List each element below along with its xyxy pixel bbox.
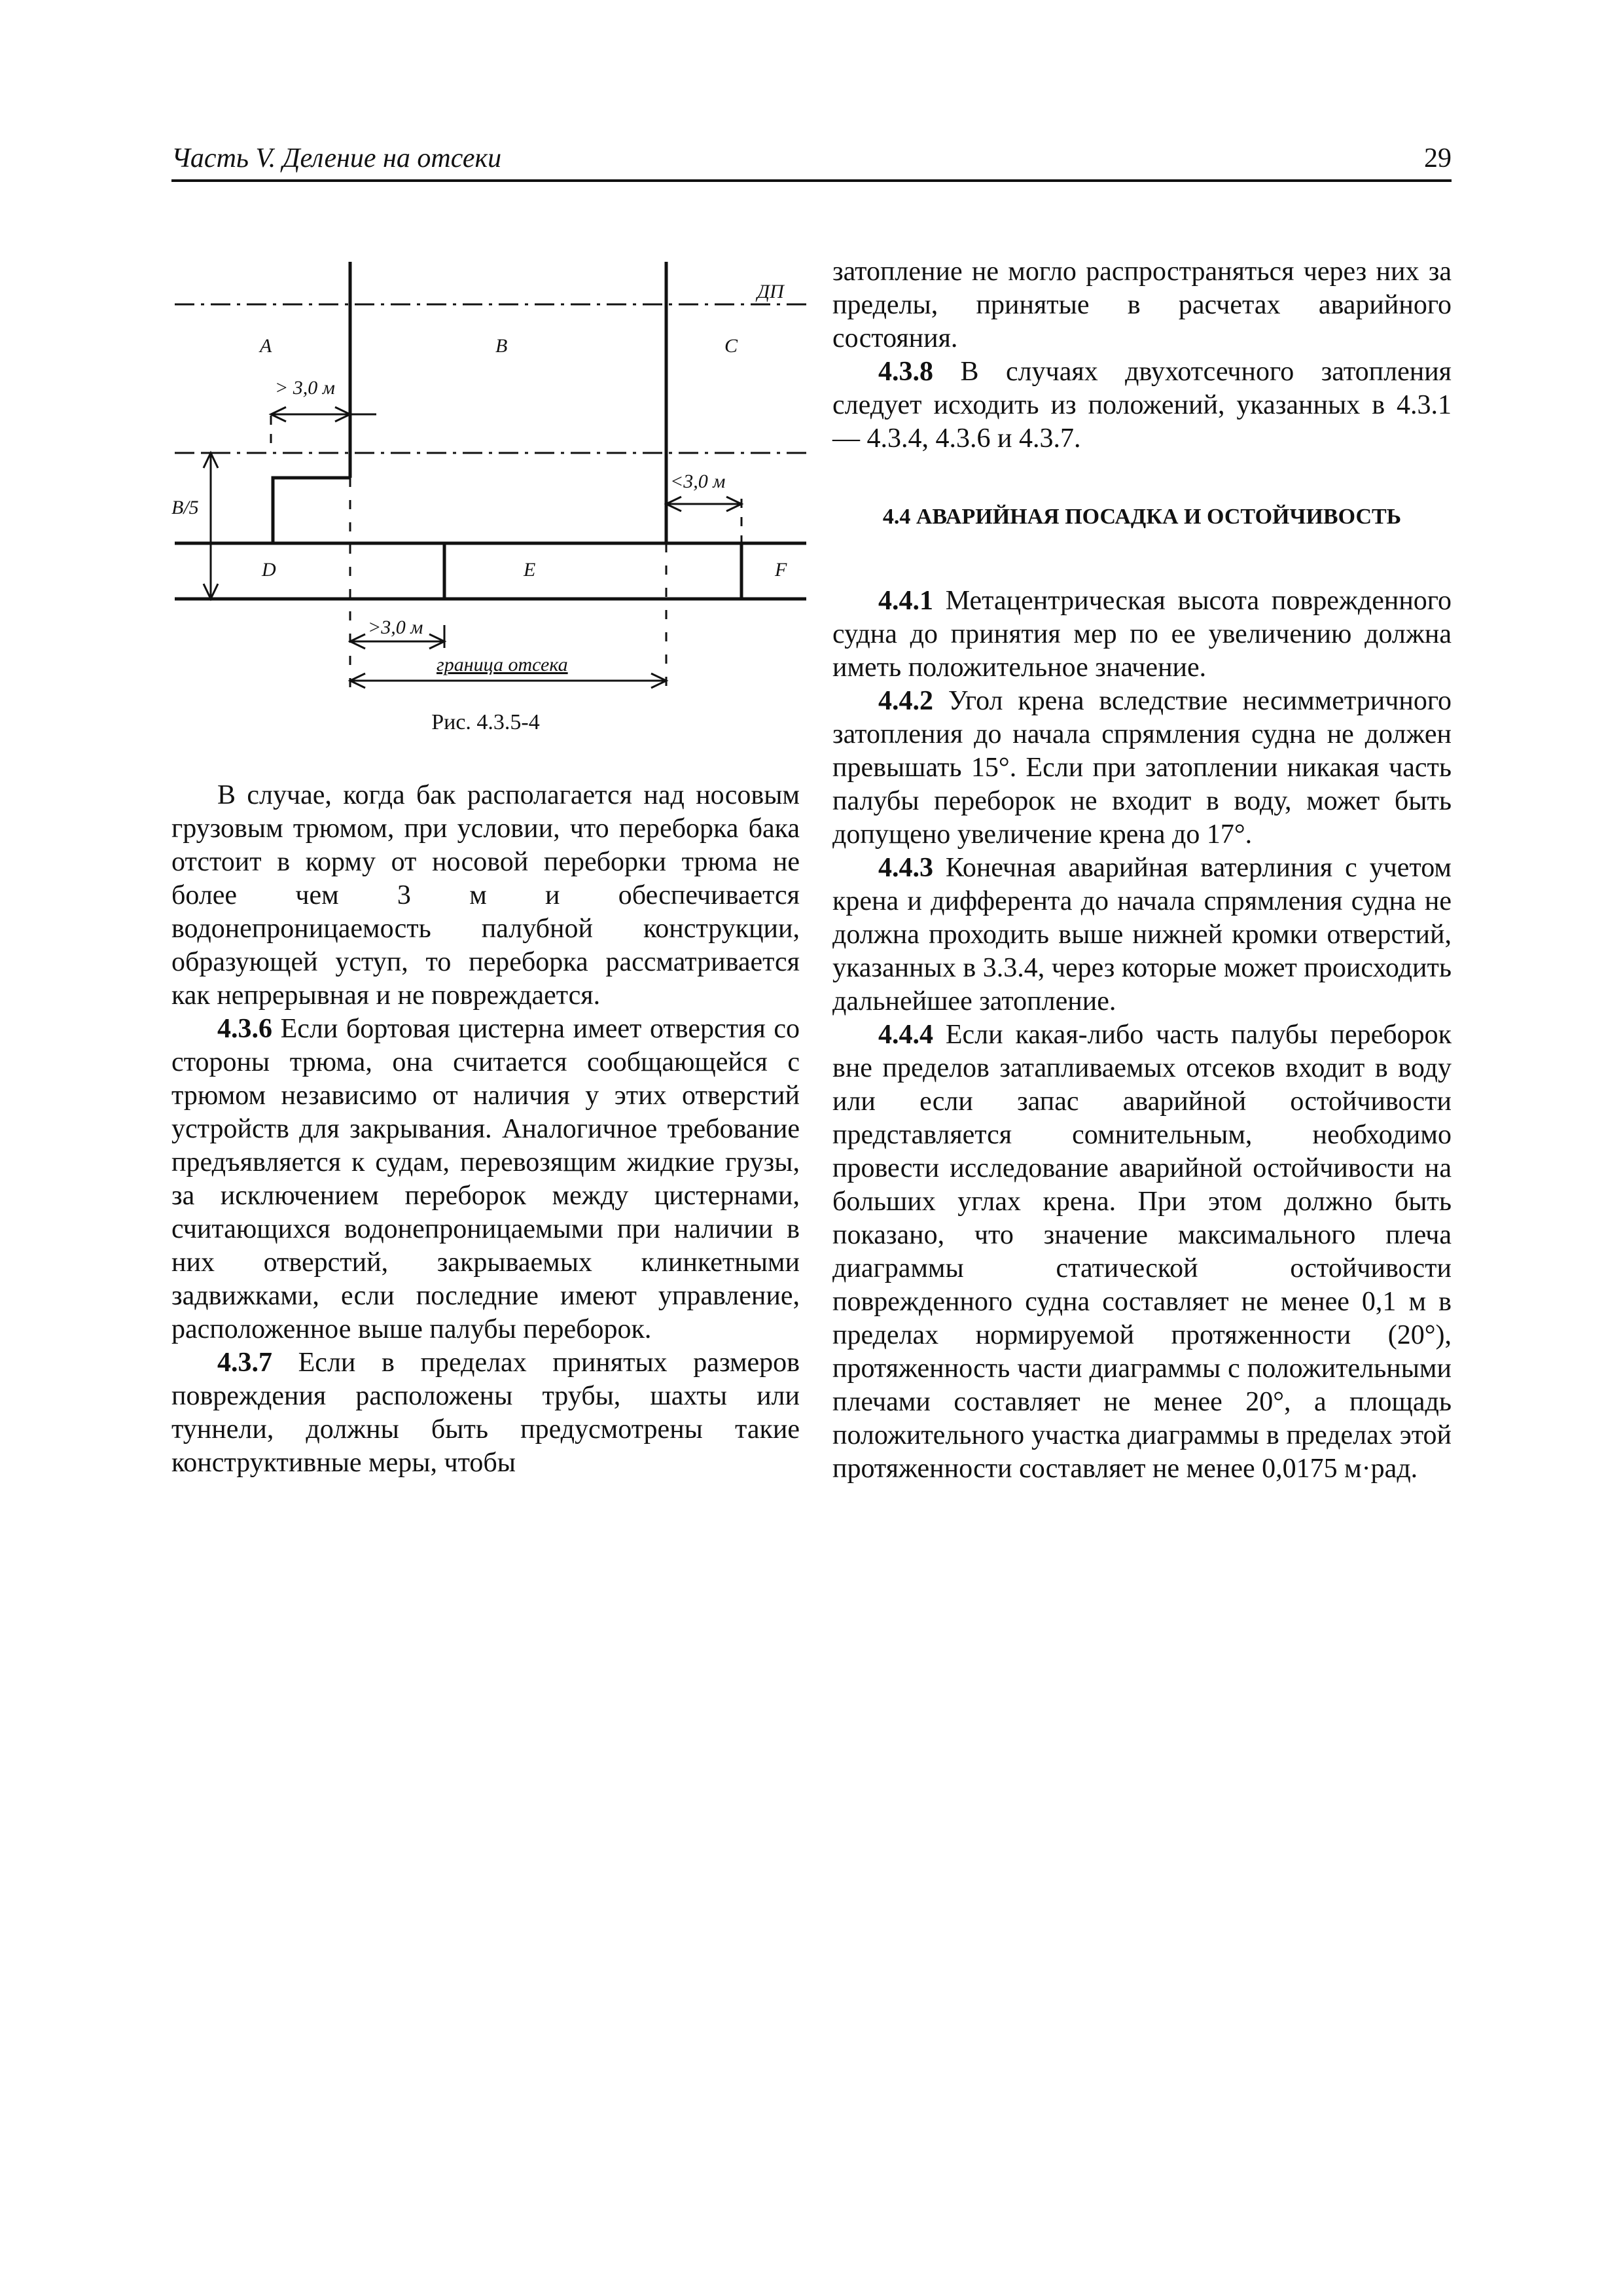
- clause-number: 4.4.1: [878, 586, 933, 616]
- label-dim-right: <3,0 м: [670, 471, 726, 492]
- label-c: C: [724, 335, 738, 357]
- label-dim-top: > 3,0 м: [275, 377, 335, 399]
- label-b: B: [495, 335, 508, 357]
- forecastle-step: [273, 478, 350, 543]
- paragraph-4-4-2: 4.4.2 Угол крена вследствие несимметричного затопления до начала спрямления судна не должен превышать 15°. Если при затоплении никакая часть палубы переборок не входит в воду, может быть допущено увеличение крена до 17°.: [832, 686, 1452, 850]
- label-d: D: [262, 559, 276, 581]
- paragraph-4-3-8: 4.3.8 В случаях двухотсечного затопления следует исходить из положений, указанных в 4.3.1 — 4.3.4, 4.3.6 и 4.3.7.: [832, 357, 1452, 454]
- clause-number: 4.4.4: [878, 1020, 933, 1050]
- clause-number: 4.4.3: [878, 853, 933, 883]
- clause-number: 4.3.8: [878, 357, 933, 387]
- label-boundary: граница отсека: [437, 654, 568, 675]
- clause-number: 4.3.7: [217, 1348, 272, 1378]
- figure-4-3-5-4: [171, 255, 826, 707]
- clause-number: 4.4.2: [878, 686, 933, 716]
- figure-caption: Рис. 4.3.5-4: [431, 710, 540, 734]
- paragraph-4-4-1: 4.4.1 Метацентрическая высота поврежденного судна до принятия мер по ее увеличению должна иметь положительное значение.: [832, 586, 1452, 683]
- paragraph-4-3-6: 4.3.6 Если бортовая цистерна имеет отверстия со стороны трюма, она считается сообщающейся с трюмом независимо от наличия у этих отверстий устройств для закрывания. Аналогичное требование предъявляется к судам, перевозящим жидкие грузы, за исключением переборок между цистернами, считающихся водонепроницаемыми при наличии в них отверстий, закрываемых клинкетными задвижками, если последние имеют управление, расположенное выше палубы переборок.: [171, 1014, 800, 1344]
- label-f: F: [775, 559, 787, 581]
- section-heading: 4.4 АВАРИЙНАЯ ПОСАДКА И ОСТОЙЧИВОСТЬ: [882, 505, 1402, 529]
- left-column: [171, 779, 800, 1480]
- label-dp: ДП: [757, 281, 784, 302]
- paragraph-4-4-4: 4.4.4 Если какая-либо часть палубы переборок вне пределов затапливаемых отсеков входит в воду или если запас аварийной остойчивости представляется сомнительным, необходимо провести исследование аварийной остойчивости на больших углах крена. При этом должно быть показано, что значение максимального плеча диаграммы статической остойчивости поврежденного судна составляет не менее 0,1 м в пределах нормируемой протяженности (20°), протяженность части диаграммы с положительными плечами составляет не менее 20°, а площадь положительного участка диаграммы в пределах этой протяженности составляет не менее 0,0175 м·рад.: [832, 1020, 1452, 1484]
- running-header-title: Часть V. Деление на отсеки: [171, 143, 502, 173]
- header-rule: [171, 179, 1452, 182]
- label-b5: B/5: [171, 497, 199, 518]
- page-number: 29: [1424, 143, 1452, 173]
- paragraph-4-4-3: 4.4.3 Конечная аварийная ватерлиния с учетом крена и дифферента до начала спрямления судна не должна проходить выше нижней кромки отверстий, указанных в 3.3.4, через которые может происходить дальнейшее затопление.: [832, 853, 1452, 1016]
- right-column: [832, 255, 1452, 1486]
- paragraph: В случае, когда бак располагается над носовым грузовым трюмом, при условии, что переборка бака отстоит в корму от носовой переборки трюма не более чем 3 м и обеспечивается водонепроницаемость палубной конструкции, образующей уступ, то переборка рассматривается как непрерывная и не повреждается.: [171, 780, 800, 1011]
- paragraph: затопление не могло распространяться через них за пределы, принятые в расчетах аварийного состояния.: [832, 257, 1452, 353]
- label-e: E: [524, 559, 536, 581]
- paragraph-4-3-7: 4.3.7 Если в пределах принятых размеров повреждения расположены трубы, шахты или туннели, должны быть предусмотрены такие конструктивные меры, чтобы: [171, 1348, 800, 1478]
- label-a: A: [260, 335, 272, 357]
- clause-number: 4.3.6: [217, 1014, 272, 1044]
- label-dim-bottom: >3,0 м: [368, 617, 423, 638]
